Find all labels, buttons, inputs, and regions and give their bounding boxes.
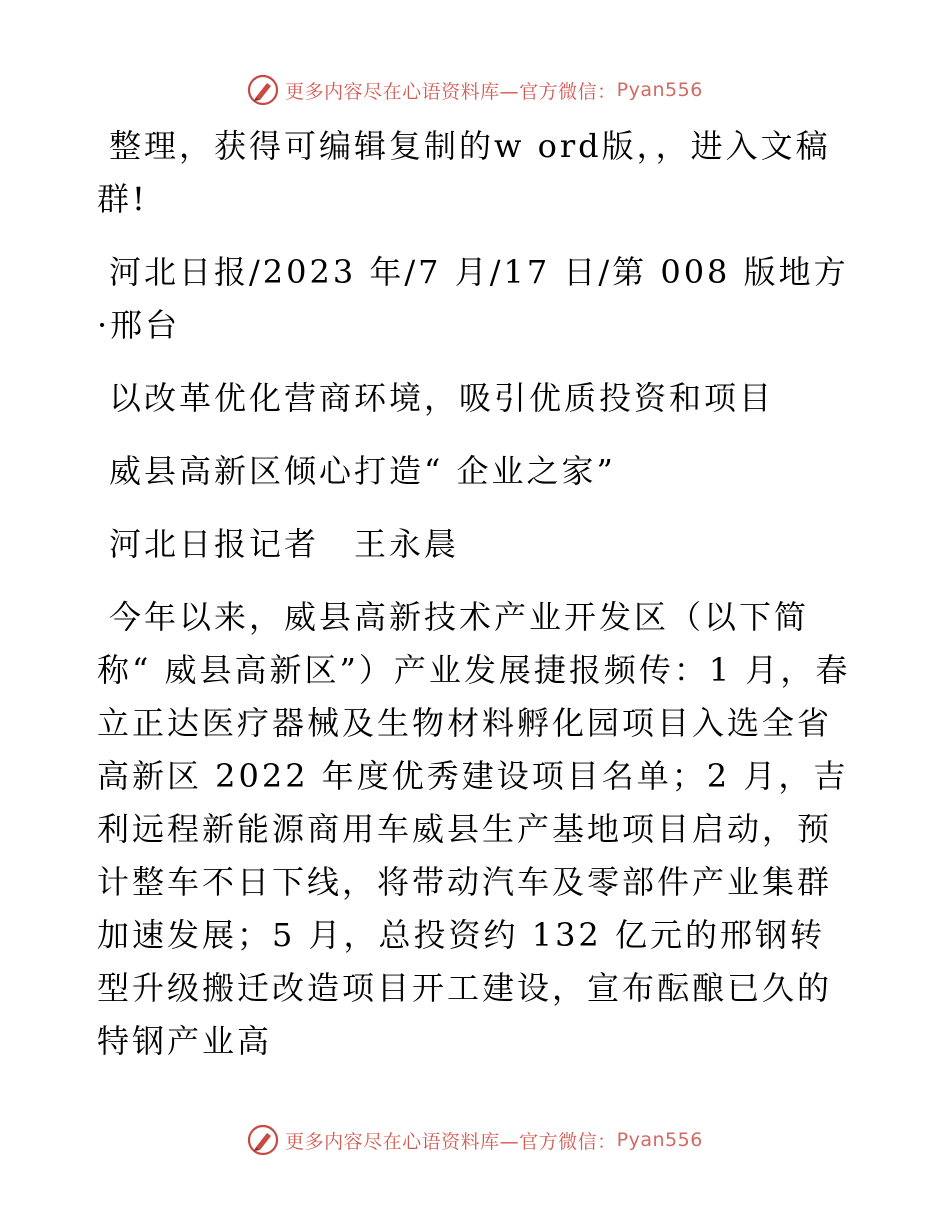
article-subheadline: 威县高新区倾心打造“ 企业之家” bbox=[109, 452, 616, 490]
source-line: 河北日报/2023 年/7 月/17 日/第 008 版地方·邢台 bbox=[97, 253, 849, 344]
pen-logo-icon bbox=[247, 74, 279, 106]
watermark-text: 更多内容尽在心语资料库—官方微信： bbox=[285, 1130, 617, 1153]
watermark-handle: Pyan556 bbox=[616, 1129, 703, 1151]
article-body-paragraph: 今年以来，威县高新技术产业开发区（以下简称“ 威县高新区”）产业发展捷报频传：1 月，春立正达医疗器械及生物材料孵化园项目入选全省高新区 2022 年度优秀建设项目名单；2 月，吉利远程新能源商用车威县生产基地项目启动，预计整车不日下线，将带动汽车及零部件产业集群加速发展；5 月，总投资约 132 亿元的邢钢转型升级搬迁改造项目开工建设，宣布酝酿已久的特钢产业高 bbox=[97, 598, 851, 1060]
article-byline: 河北日报记者 王永晨 bbox=[109, 525, 460, 563]
watermark-handle: Pyan556 bbox=[616, 79, 703, 101]
intro-paragraph: 整理，获得可编辑复制的w ord版，，进入文稿群! bbox=[97, 127, 831, 218]
article-headline: 以改革优化营商环境，吸引优质投资和项目 bbox=[109, 379, 775, 417]
header-watermark bbox=[0, 70, 950, 110]
pen-logo-icon bbox=[247, 1124, 279, 1156]
footer-watermark bbox=[0, 1120, 950, 1160]
document-body bbox=[97, 120, 857, 1068]
watermark-text: 更多内容尽在心语资料库—官方微信： bbox=[285, 80, 617, 103]
